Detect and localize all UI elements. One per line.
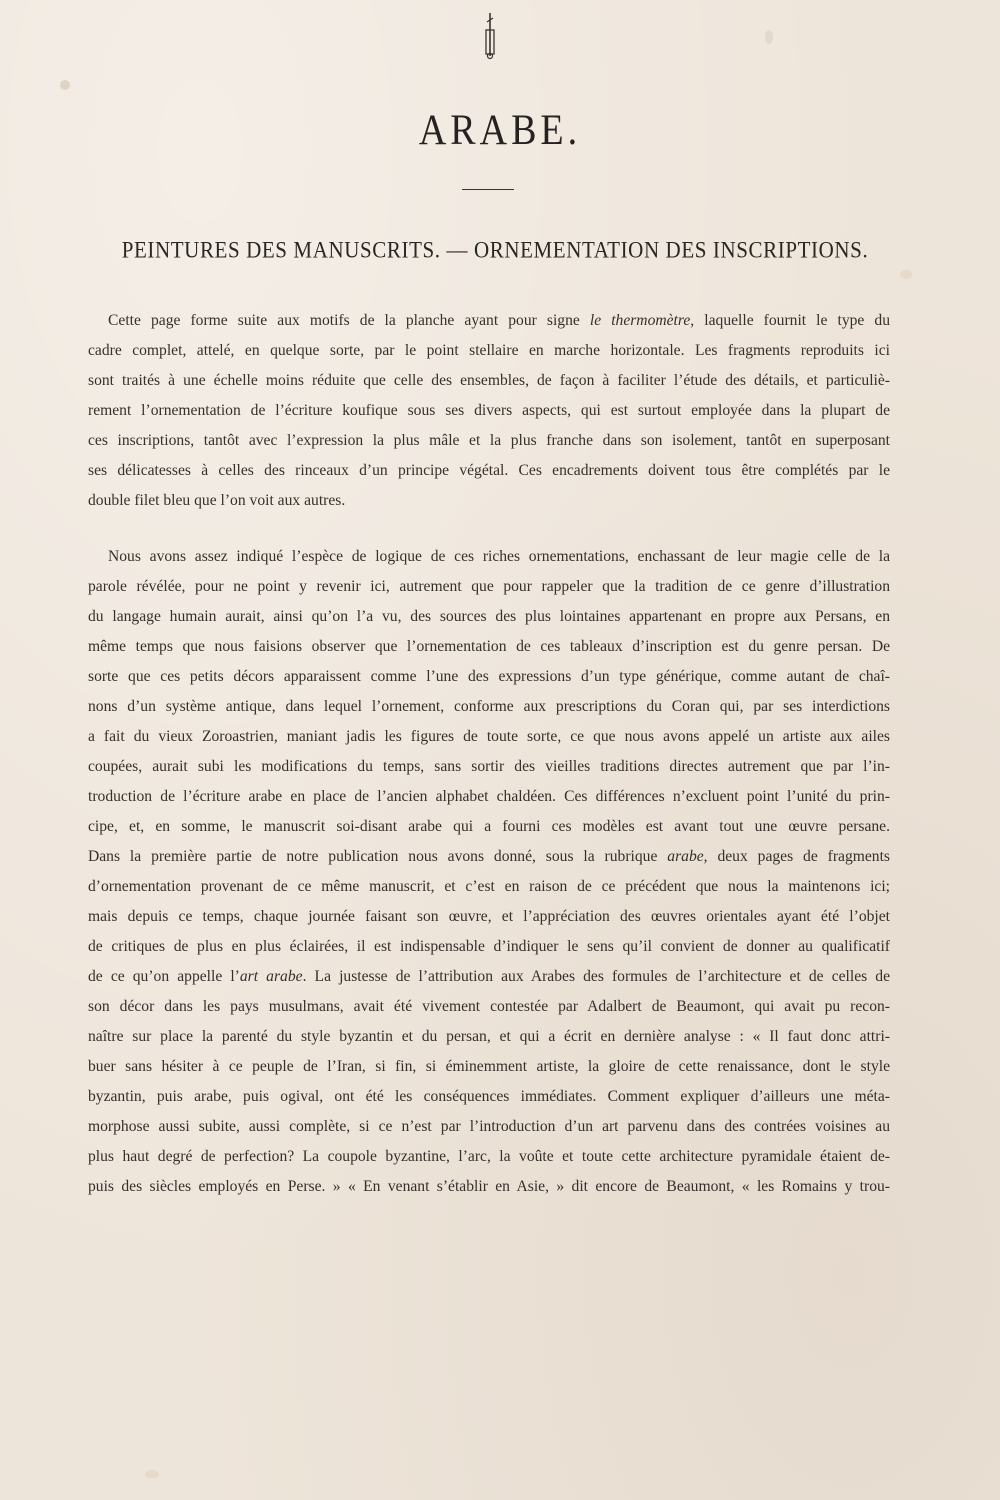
paragraph-line: buer sans hésiter à ce peuple de l’Iran, si fin, si éminemment artiste, la gloire de cette renaissance, dont le style bbox=[88, 1058, 890, 1075]
paper-stain bbox=[765, 30, 773, 44]
paragraph-line: puis des siècles employés en Perse. » « En venant s’établir en Asie, » dit encore de Beaumont, « les Romains y trou- bbox=[88, 1178, 890, 1195]
page-subtitle: PEINTURES DES MANUSCRITS. — ORNEMENTATION DES INSCRIPTIONS. bbox=[121, 236, 869, 264]
paragraph-line: du langage humain aurait, ainsi qu’on l’a vu, des sources des plus lointaines appartenant en propre aux Persans, en bbox=[88, 608, 890, 625]
paragraph-line: Nous avons assez indiqué l’espèce de logique de ces riches ornementations, enchassant de leur magie celle de la bbox=[108, 548, 890, 565]
paragraph-line: double filet bleu que l’on voit aux autres. bbox=[88, 492, 346, 509]
paragraph-2 bbox=[88, 542, 890, 1202]
paragraph-line: même temps que nous faisions observer que l’ornementation de ces tableaux d’inscription est du genre persan. De bbox=[88, 638, 890, 655]
paragraph-line: nons d’un système antique, dans lequel l’ornement, conforme aux prescriptions du Coran qui, par ses interdictions bbox=[88, 698, 890, 715]
paragraph-line: byzantin, puis arabe, puis ogival, ont été les conséquences immédiates. Comment expliquer d’ailleurs une méta- bbox=[88, 1088, 890, 1105]
paragraph-line: d’ornementation provenant de ce même manuscrit, et c’est en raison de ce précédent que nous la maintenons ici; bbox=[88, 878, 890, 895]
paragraph-line: coupées, aurait subi les modifications du temps, sans sortir des vieilles traditions directes autrement que par l’in- bbox=[88, 758, 890, 775]
paragraph-line: naître sur place la parenté du style byzantin et du persan, et qui a écrit en dernière analyse : « Il faut donc attri- bbox=[88, 1028, 890, 1045]
paragraph-line: ses délicatesses à celles des rinceaux d’un principe végétal. Ces encadrements doivent tous être complétés par le bbox=[88, 462, 890, 479]
paragraph-line: morphose aussi subite, aussi complète, si ce n’est par l’introduction d’un art parvenu dans des contrées voisines au bbox=[88, 1118, 890, 1135]
paragraph-line: cipe, et, en somme, le manuscrit soi-disant arabe qui a fourni ces modèles est avant tout une œuvre persane. bbox=[88, 818, 890, 835]
paragraph-line: a fait du vieux Zoroastrien, maniant jadis les figures de toute sorte, ce que nous avons appelé un artiste aux ailes bbox=[88, 728, 890, 745]
paragraph-line: sont traités à une échelle moins réduite que celle des ensembles, de façon à faciliter l’étude des détails, et particuliè- bbox=[88, 372, 890, 389]
paragraph-line: rement l’ornementation de l’écriture koufique sous ses divers aspects, qui est surtout employée dans la plupart de bbox=[88, 402, 890, 419]
paragraph-line: troduction de l’écriture arabe en place de l’ancien alphabet chaldéen. Ces différences n’excluent point l’unité du prin- bbox=[88, 788, 890, 805]
paragraph-1 bbox=[88, 306, 890, 516]
paragraph-line: mais depuis ce temps, chaque journée faisant son œuvre, et l’appréciation des œuvres orientales ayant été l’objet bbox=[88, 908, 890, 925]
signet-thermometer-icon bbox=[482, 10, 498, 60]
paragraph-line: de ce qu’on appelle l’art arabe. La justesse de l’attribution aux Arabes des formules de l’architecture et de celles de bbox=[88, 968, 890, 985]
paper-stain bbox=[145, 1470, 159, 1478]
paper-stain bbox=[60, 80, 70, 90]
paragraph-line: parole révélée, pour ne point y revenir ici, autrement que pour rappeler que la tradition de ce genre d’illustration bbox=[88, 578, 890, 595]
paragraph-line: plus haut degré de perfection? La coupole byzantine, l’arc, la voûte et toute cette architecture pyramidale étaient de- bbox=[88, 1148, 890, 1165]
paragraph-line: Cette page forme suite aux motifs de la planche ayant pour signe le thermomètre, laquelle fournit le type du bbox=[108, 312, 890, 329]
paragraph-line: cadre complet, attelé, en quelque sorte, par le point stellaire en marche horizontale. Les fragments reproduits ici bbox=[88, 342, 890, 359]
paper-stain bbox=[900, 270, 912, 279]
paragraph-line: son décor dans les pays musulmans, avait été vivement contestée par Adalbert de Beaumont, qui avait pu recon- bbox=[88, 998, 890, 1015]
paragraph-line: de critiques de plus en plus éclairées, il est indispensable d’indiquer le sens qu’il convient de donner au qualificatif bbox=[88, 938, 890, 955]
paragraph-line: ces inscriptions, tantôt avec l’expression la plus mâle et la plus franche dans son isolement, tantôt en superposant bbox=[88, 432, 890, 449]
page-title: ARABE. bbox=[418, 105, 582, 155]
paragraph-line: sorte que ces petits décors apparaissent comme l’une des expressions d’un type générique, comme autant de chaî- bbox=[88, 668, 890, 685]
paragraph-line: Dans la première partie de notre publication nous avons donné, sous la rubrique arabe, deux pages de fragments bbox=[88, 848, 890, 865]
title-divider bbox=[462, 189, 514, 190]
